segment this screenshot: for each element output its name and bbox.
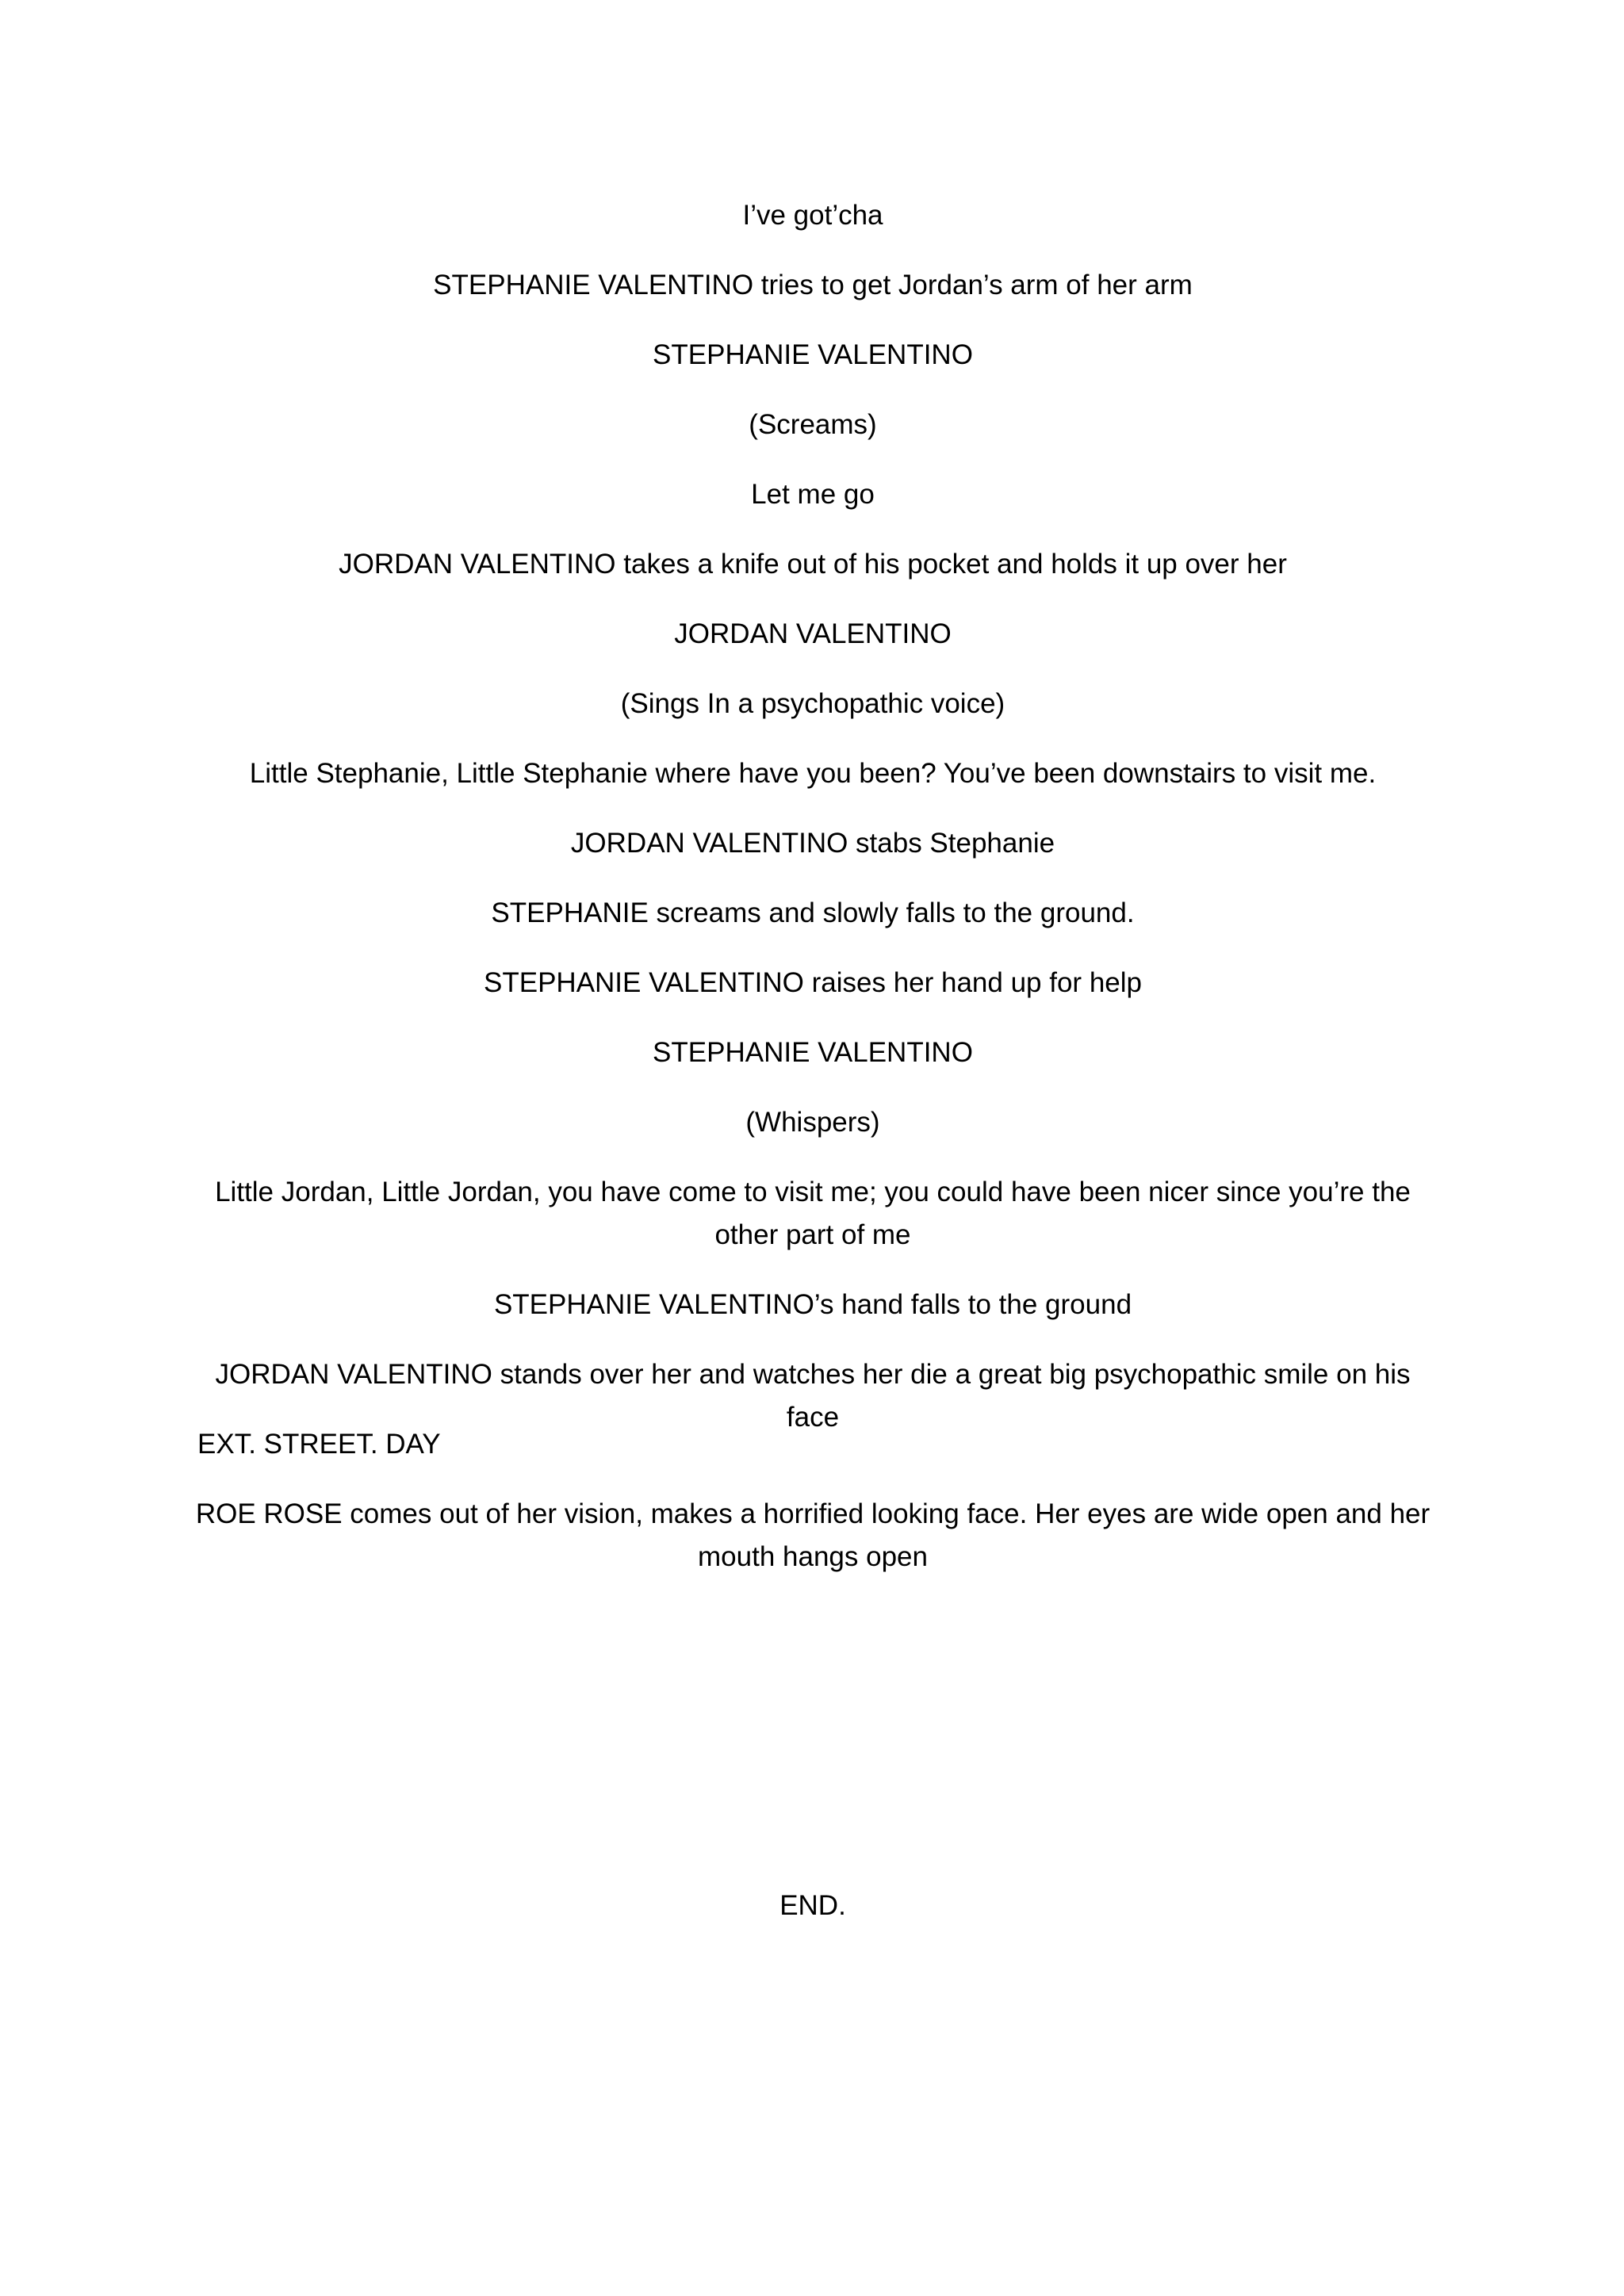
action-line: STEPHANIE screams and slowly falls to the ground.: [491, 897, 1135, 928]
action-line: JORDAN VALENTINO takes a knife out of his pocket and holds it up over her: [339, 549, 1287, 580]
character-name: JORDAN VALENTINO: [674, 618, 952, 649]
action-line: ROE ROSE comes out of her vision, makes a horrified looking face. Her eyes are wide open and her: [195, 1498, 1431, 1529]
parenthetical: (Sings In a psychopathic voice): [620, 688, 1005, 719]
dialogue-line: Let me go: [751, 479, 875, 510]
action-line: STEPHANIE VALENTINO’s hand falls to the ground: [493, 1289, 1132, 1320]
character-name: STEPHANIE VALENTINO: [653, 1037, 973, 1068]
character-name: STEPHANIE VALENTINO: [653, 339, 973, 370]
scene-heading: EXT. STREET. DAY: [197, 1429, 441, 1460]
action-line: mouth hangs open: [698, 1541, 928, 1572]
dialogue-line: Little Jordan, Little Jordan, you have come to visit me; you could have been nicer since you’re the: [215, 1177, 1411, 1207]
action-line: STEPHANIE VALENTINO tries to get Jordan’s arm of her arm: [433, 270, 1193, 300]
dialogue-line: other part of me: [714, 1219, 911, 1250]
dialogue-line: Little Stephanie, Little Stephanie where have you been? You’ve been downstairs to visit me.: [249, 758, 1377, 789]
end-marker: END.: [779, 1890, 846, 1921]
parenthetical: (Whispers): [745, 1107, 880, 1138]
parenthetical: (Screams): [749, 409, 877, 440]
dialogue-line: I’ve got’cha: [742, 200, 883, 231]
action-line: JORDAN VALENTINO stabs Stephanie: [570, 828, 1055, 859]
action-line: JORDAN VALENTINO stands over her and watches her die a great big psychopathic smile on his face: [215, 1359, 1419, 1433]
action-line: STEPHANIE VALENTINO raises her hand up for help: [484, 967, 1142, 998]
